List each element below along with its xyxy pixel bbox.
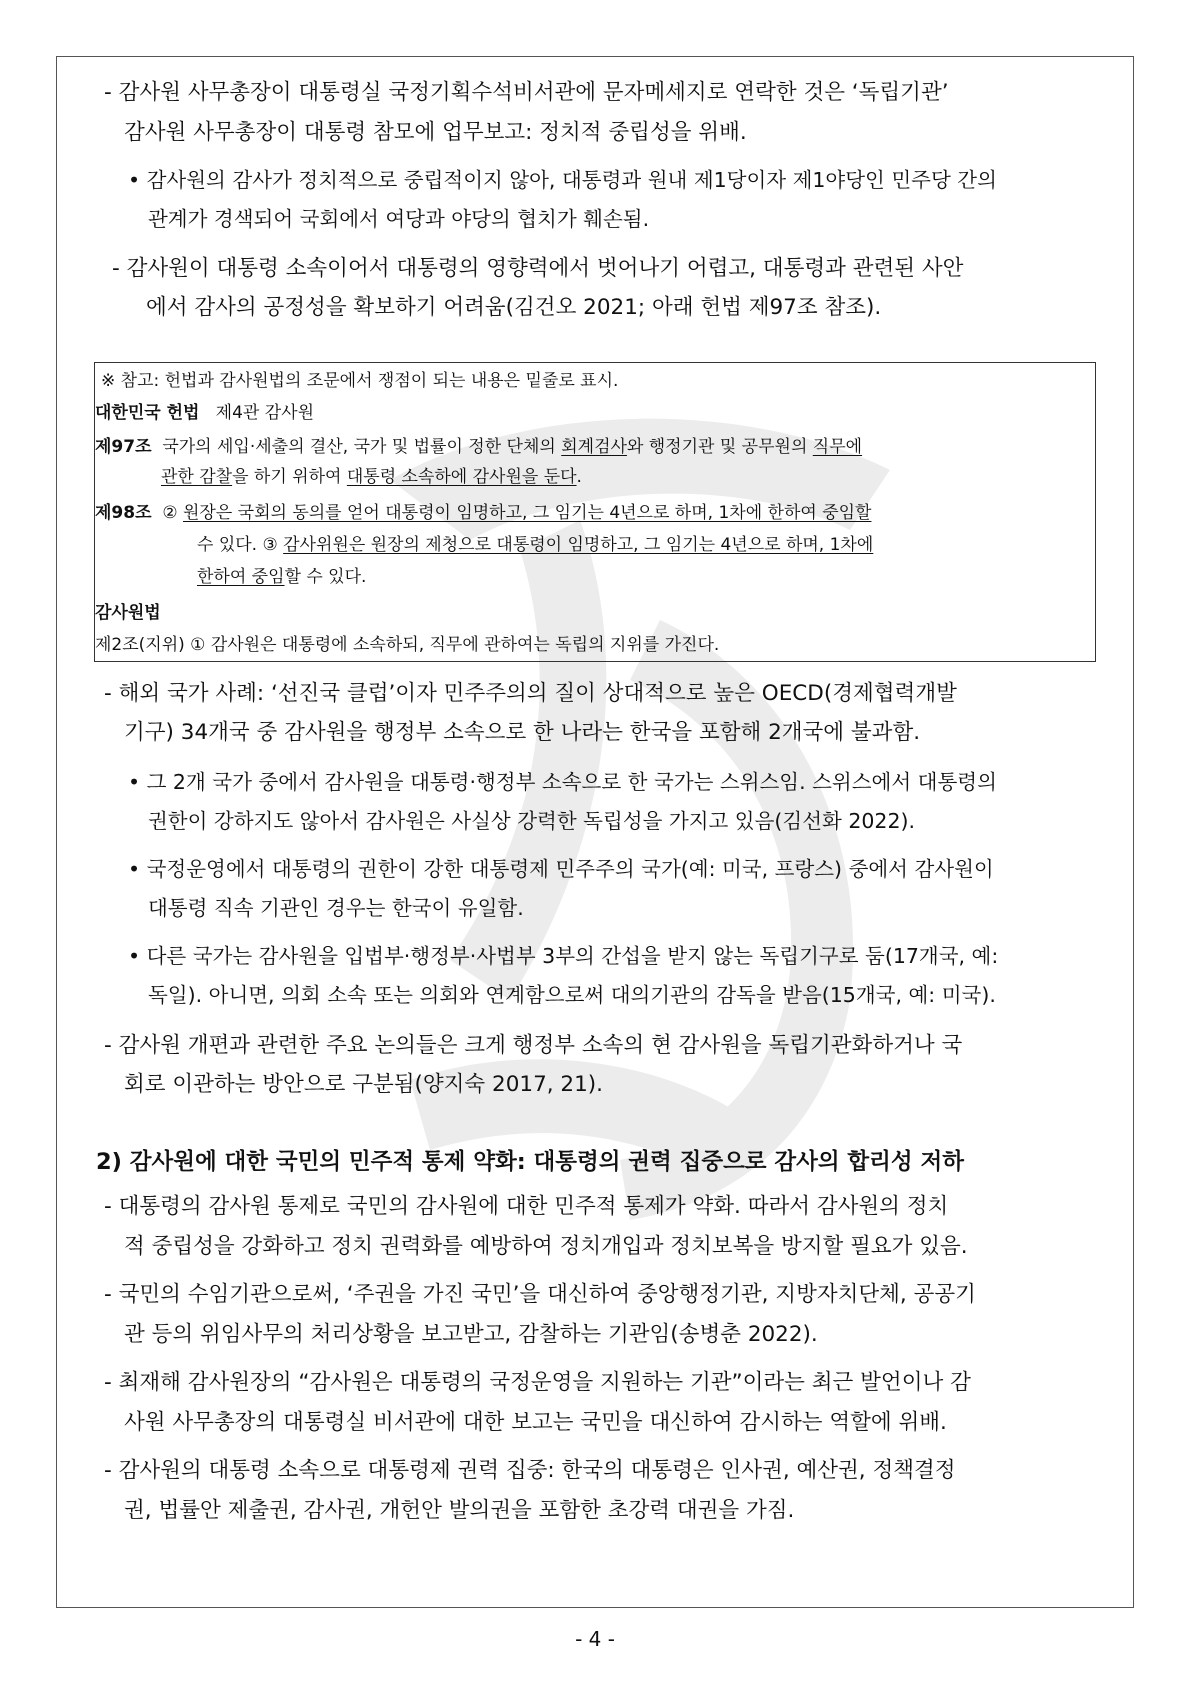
dash-item-text: 관 등의 위임사무의 처리상황을 보고받고, 감찰하는 기관임(송병춘 2022). (124, 1322, 818, 1347)
dash-item-text: 사원 사무총장의 대통령실 비서관에 대한 보고는 국민을 대신하여 감시하는 역할에 위배. (124, 1410, 947, 1435)
article-97-text: . (576, 467, 582, 487)
article-97-underline: 대통령 소속하에 감사원을 둔다 (346, 467, 577, 487)
page-number: - 4 - (575, 1627, 615, 1651)
article-97-text: 와 행정기관 및 공무원의 (626, 437, 813, 457)
dash-item-text: - 감사원 사무총장이 대통령실 국정기획수석비서관에 문자메세지로 연락한 것은 ‘독립기관’ (104, 80, 949, 105)
dash-item-text: - 대통령의 감사원 통제로 국민의 감사원에 대한 민주적 통제가 약화. 따라서 감사원의 정치 (104, 1194, 949, 1219)
article-97-line-2 (161, 469, 582, 486)
reference-note: ※ 참고: 헌법과 감사원법의 조문에서 쟁점이 되는 내용은 밑줄로 표시. (101, 371, 619, 391)
article-97-line-1 (95, 439, 862, 456)
article-98-text: ② (162, 503, 183, 523)
dash-item-text: 에서 감사의 공정성을 확보하기 어려움(김건오 2021; 아래 헌법 제97조 참조). (146, 295, 882, 320)
section-heading: 2) 감사원에 대한 국민의 민주적 통제 약화: 대통령의 권력 집중으로 감사의 합리성 저하 (96, 1149, 964, 1175)
constitution-title: 대한민국 헌법 (95, 403, 200, 423)
article-98-line-3 (197, 569, 366, 586)
article-98-underline: 한하여 중임 (197, 567, 285, 587)
bullet-item-text: 독일). 아니면, 의회 소속 또는 의회와 연계함으로써 대의기관의 감독을 받음(15개국, 예: 미국). (148, 983, 996, 1007)
article-97-underline: 직무에 (812, 437, 863, 457)
bullet-item-text: • 다른 국가는 감사원을 입법부·행정부·사법부 3부의 간섭을 받지 않는 독립기구로 둠(17개국, 예: (128, 944, 999, 968)
article-98-text: 수 있다. ③ (197, 535, 284, 555)
audit-act-title: 감사원법 (95, 603, 161, 623)
dash-item-text: - 국민의 수임기관으로써, ‘주권을 가진 국민’을 대신하여 중앙행정기관, 지방자치단체, 공공기 (104, 1282, 976, 1307)
article-97-label: 제97조 (95, 437, 152, 457)
article-97-text: 국가의 세입·세출의 결산, 국가 및 법률이 정한 단체의 (162, 437, 562, 457)
bullet-item-text: • 감사원의 감사가 정치적으로 중립적이지 않아, 대통령과 원내 제1당이자 제1야당인 민주당 간의 (128, 168, 997, 192)
constitution-chapter: 제4관 감사원 (215, 403, 315, 423)
reference-box (94, 362, 1096, 662)
dash-item-text: 적 중립성을 강화하고 정치 권력화를 예방하여 정치개입과 정치보복을 방지할 필요가 있음. (124, 1234, 968, 1259)
article-98-line-2 (197, 537, 873, 554)
bullet-item-text: 권한이 강하지도 않아서 감사원은 사실상 강력한 독립성을 가지고 있음(김선화 2022). (148, 809, 916, 833)
bullet-item-text: 대통령 직속 기관인 경우는 한국이 유일함. (148, 896, 524, 920)
audit-act-article-2: 제2조(지위) ① 감사원은 대통령에 소속하되, 직무에 관하여는 독립의 지위를 가진다. (95, 635, 720, 655)
dash-item-text: - 감사원의 대통령 소속으로 대통령제 권력 집중: 한국의 대통령은 인사권, 예산권, 정책결정 (104, 1458, 956, 1483)
article-97-underline: 회계검사 (561, 437, 627, 457)
dash-item-text: - 해외 국가 사례: ‘선진국 클럽’이자 민주주의의 질이 상대적으로 높은 OECD(경제협력개발 (104, 681, 957, 706)
bullet-item-text: • 국정운영에서 대통령의 권한이 강한 대통령제 민주주의 국가(예: 미국, 프랑스) 중에서 감사원이 (128, 857, 994, 881)
constitution-heading (95, 405, 314, 422)
article-97-text: 을 하기 위하여 (232, 467, 347, 487)
article-98-label: 제98조 (95, 503, 152, 523)
article-97-underline: 관한 감찰 (161, 467, 233, 487)
article-98-text: 할 수 있다. (284, 567, 367, 587)
article-98-line-1 (95, 505, 871, 522)
dash-item-text: - 감사원이 대통령 소속이어서 대통령의 영향력에서 벗어나기 어렵고, 대통령과 관련된 사안 (112, 256, 964, 281)
bullet-item-text: 관계가 경색되어 국회에서 여당과 야당의 협치가 훼손됨. (148, 207, 650, 231)
dash-item-text: - 감사원 개편과 관련한 주요 논의들은 크게 행정부 소속의 현 감사원을 독립기관화하거나 국 (104, 1033, 963, 1058)
dash-item-text: 기구) 34개국 중 감사원을 행정부 소속으로 한 나라는 한국을 포함해 2개국에 불과함. (124, 720, 921, 745)
article-98-underline: 감사위원은 원장의 제청으로 대통령이 임명하고, 그 임기는 4년으로 하며, 1차에 (283, 535, 874, 555)
dash-item-text: 권, 법률안 제출권, 감사권, 개헌안 발의권을 포함한 초강력 대권을 가짐. (124, 1498, 795, 1523)
dash-item-text: - 최재해 감사원장의 “감사원은 대통령의 국정운영을 지원하는 기관”이라는 최근 발언이나 감 (104, 1370, 971, 1395)
dash-item-text: 회로 이관하는 방안으로 구분됨(양지숙 2017, 21). (124, 1072, 603, 1097)
article-98-underline: 원장은 국회의 동의를 얻어 대통령이 임명하고, 그 임기는 4년으로 하며, 1차에 한하여 중임할 (182, 503, 872, 523)
bullet-item-text: • 그 2개 국가 중에서 감사원을 대통령·행정부 소속으로 한 국가는 스위스임. 스위스에서 대통령의 (128, 770, 997, 794)
dash-item-text: 감사원 사무총장이 대통령 참모에 업무보고: 정치적 중립성을 위배. (124, 120, 747, 145)
